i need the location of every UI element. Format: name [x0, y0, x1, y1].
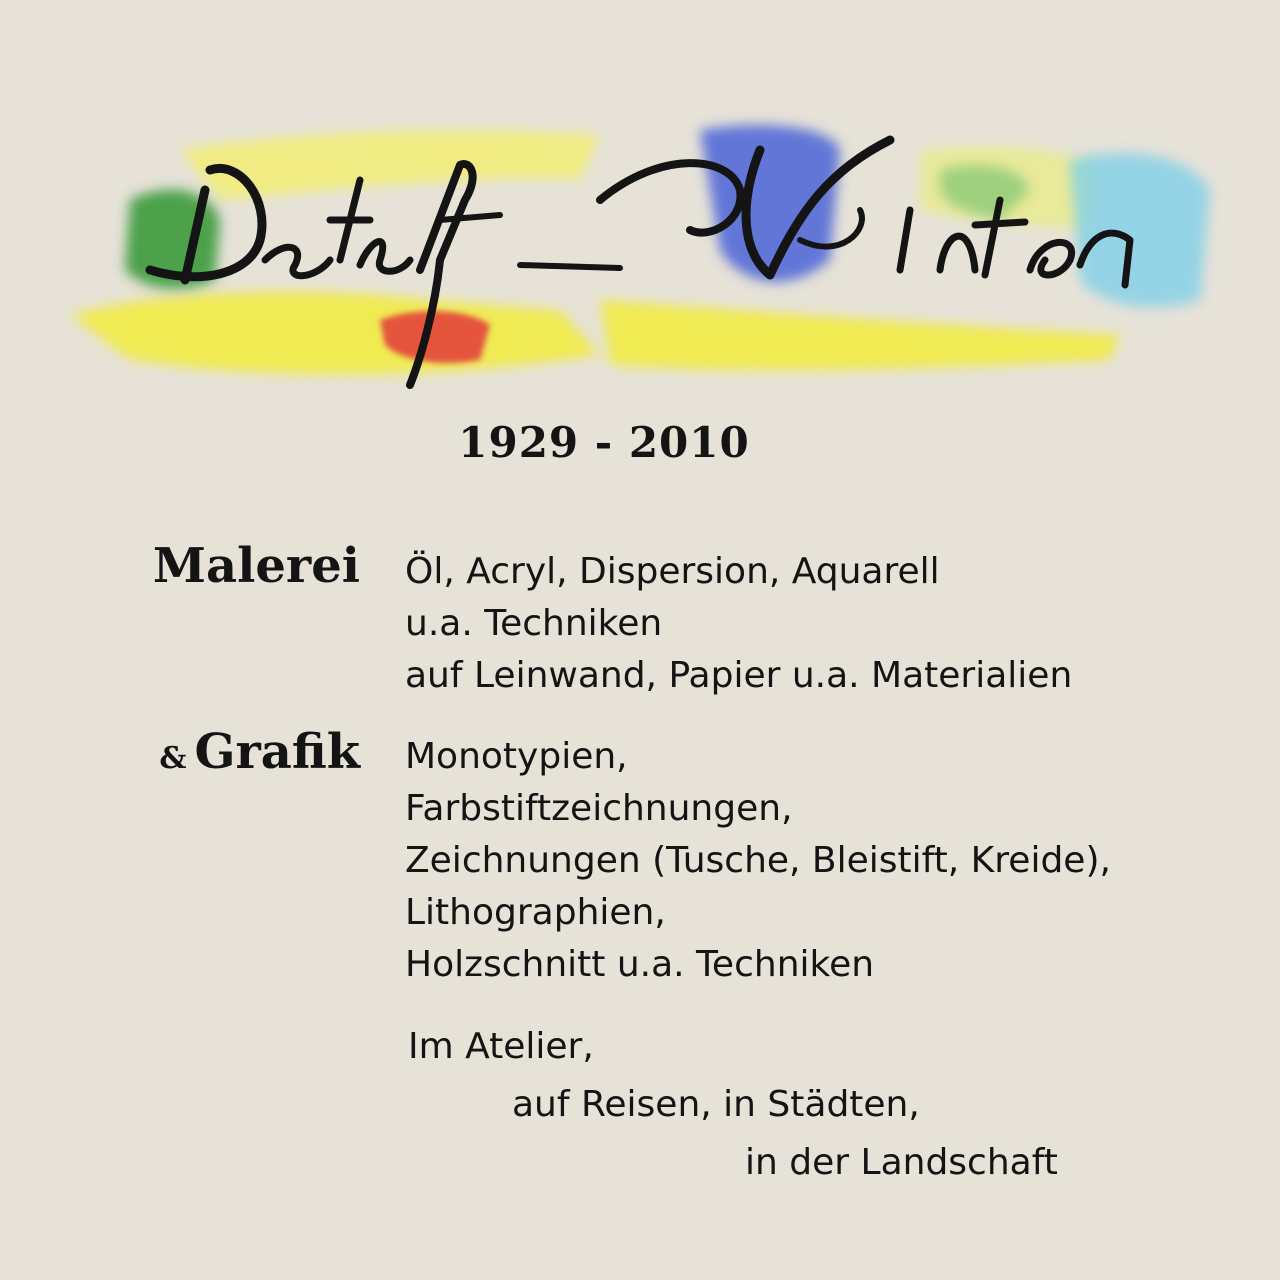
- closing-line-1: Im Atelier,: [408, 1026, 594, 1067]
- grafik-techniques: [405, 731, 1111, 991]
- life-dates: 1929 - 2010: [458, 418, 750, 467]
- malerei-heading: Malerei: [152, 538, 360, 594]
- grafik-line: Holzschnitt u.a. Techniken: [405, 944, 875, 985]
- closing-line-3: in der Landschaft: [745, 1142, 1058, 1183]
- grafik-line: Zeichnungen (Tusche, Bleistift, Kreide),: [405, 840, 1111, 881]
- grafik-heading: & Grafik: [159, 724, 360, 780]
- grafik-line: Lithographien,: [405, 892, 666, 933]
- malerei-line: Öl, Acryl, Dispersion, Aquarell: [405, 551, 940, 592]
- malerei-techniques: [405, 546, 1072, 702]
- malerei-line: u.a. Techniken: [405, 603, 663, 644]
- closing-line-2: auf Reisen, in Städten,: [512, 1084, 920, 1125]
- malerei-line: auf Leinwand, Papier u.a. Materialien: [405, 655, 1073, 696]
- ampersand: &: [159, 741, 187, 776]
- grafik-line: Monotypien,: [405, 736, 628, 777]
- grafik-line: Farbstiftzeichnungen,: [405, 788, 793, 829]
- signature-watercolor-logo: [40, 110, 1240, 410]
